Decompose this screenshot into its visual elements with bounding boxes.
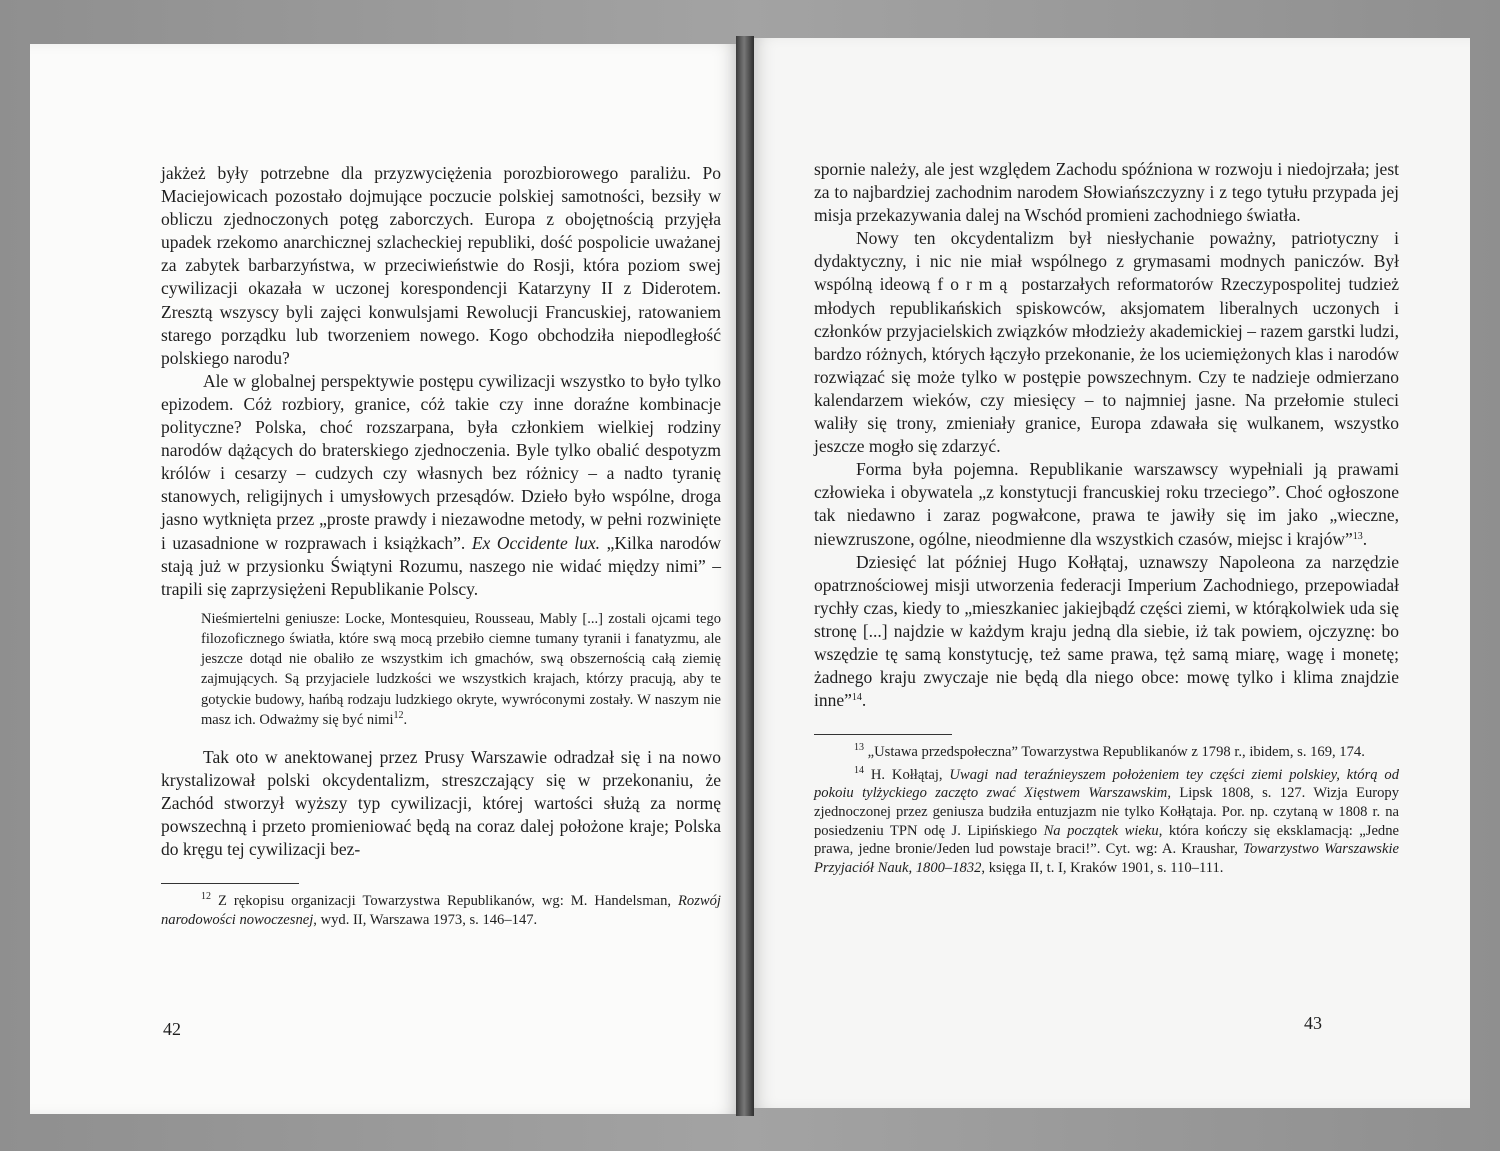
left-paragraph-1: jakżeż były potrzebne dla przyzwyciężenia porozbiorowego paraliżu. Po Maciejowicach pozostało dojmujące poczucie polskiej samotności, bezsiły w obliczu zjednoczonych potęg zaborczych. Europa z obojętnością przyjęła upadek rzekomo anarchicznej szlacheckiej republiki, dość pospolicie uważanej za zabytek barbarzyństwa, w przeciwieństwie do Rosji, która poziom swej cywilizacji okazała w uczonej korespondencji Katarzyny II z Diderotem. Zresztą wszyscy byli zajęci konwulsjami Rewolucji Francuskiej, ratowaniem starego porządku lub tworzeniem nowego. Kogo obchodziła niepodległość polskiego narodu? [161, 163, 721, 368]
block-quote [201, 609, 721, 730]
left-paragraph-2-text: Ale w globalnej perspektywie postępu cywilizacji wszystko to było tylko epizodem. Cóż rozbiory, granice, cóż takie czy inne doraźne kombinacje polityczne? Polska, choć rozszarpana, była członkiem wielkiej rodziny narodów dążących do braterskiego zjednoczenia. Byle tylko obalić despotyzm królów i cesarzy – cudzych czy własnych bez różnicy – a nadto tyranię stanowych, religijnych i umysłowych przesądów. Dzieło było wspólne, droga jasno wytknięta przez „proste prawdy i niezawodne metody, w pełni rozwinięte i uzasadnione w rozprawach i książkach”. [161, 370, 721, 553]
footnote-12-text-a: Z rękopisu organizacji Towarzystwa Republikanów, wg: M. Handelsman, [211, 893, 679, 910]
footnote-12-text-b: , wyd. II, Warszawa 1973, s. 146–147. [313, 912, 538, 929]
footnote-14-title-2: Na początek wieku [1043, 822, 1159, 839]
right-paragraph-4-end: . [861, 690, 867, 711]
left-paragraph-2-end: „Kilka narodów stają już w przysionku Świątyni Rozumu, naszego nie widać między nimi” – trapili się zaprzysiężeni Republikanie Polscy. [161, 532, 721, 599]
footnote-rule [161, 883, 299, 884]
right-paragraph-4-text: Dziesięć lat później Hugo Kołłątaj, uznawszy Napoleona za narzędzie opatrznościowej misji utworzenia federacji Imperium Zachodniego, przepowiadał rychły czas, kiedy to „mieszkaniec jakiejbądź części ziemi, w którąkolwiek uda się stronę [...] najdzie w każdym kraju jedną dla siebie, iż tak powiem, ojczyznę: bo wszędzie tę samą konstytucję, też same prawa, tęż samą miarę, wagę i monetę; żadnego kraju zwyczaje nie będą dla niego obce: mowę tylko i klima znajdzie inne” [814, 551, 1399, 711]
footnote-14-text-c: , która kończy się eksklamacją: „Jedne prawa, jedne bronie/Jeden lud powstaje braci!”. Cyt. wg: A. Kraushar, [814, 822, 1399, 858]
left-paragraph-2 [161, 370, 721, 601]
footnote-ref-14[interactable]: 14 [851, 692, 862, 704]
left-paragraph-3: Tak oto w anektowanej przez Prusy Warszawie odradzał się i na nowo krystalizował polski okcydentalizm, streszczający się w przekonaniu, że Zachód stworzył wyższy typ cywilizacji, której wartości służą za normę powszechną i przeto promieniować będą na coraz dalej położone kraje; Polska do kręgu tej cywilizacji bez- [161, 747, 721, 860]
right-page [748, 38, 1470, 1108]
block-quote-end: . [403, 711, 408, 728]
footnote-14 [814, 766, 1399, 878]
footnote-rule-right [814, 734, 952, 735]
footnote-13-text: „Ustawa przedspołeczna” Towarzystwa Republikanów z 1798 r., ibidem, s. 169, 174. [864, 744, 1365, 761]
right-paragraph-4 [814, 551, 1399, 713]
footnote-13 [814, 743, 1399, 762]
footnote-14-title-1: Uwagi nad teraźnieyszem położeniem tey części ziemi polskiey, którą od pokoiu tylżyckiego zaczęto zwać Xięstwem Warszawskim [814, 766, 1399, 802]
footnote-14-title-3: Towarzystwo Warszawskie Przyjaciół Nauk, 1800–1832 [814, 841, 1399, 876]
spaced-word-forma: formą [937, 274, 1015, 295]
latin-phrase: Ex Occidente lux. [471, 532, 601, 553]
footnote-14-mark: 14 [854, 764, 864, 776]
right-paragraph-3 [814, 458, 1399, 550]
left-page [30, 44, 742, 1114]
right-paragraph-1: spornie należy, ale jest względem Zachodu spóźniona w rozwoju i niedojrzała; jest za to najbardziej zachodnim narodem Słowiańszczyzny i z tego tytułu przypada jej misja przekazywania dalej na Wschód promieni zachodniego światła. [814, 159, 1399, 226]
footnote-14-text-d: , księga II, t. I, Kraków 1901, s. 110–111. [981, 859, 1224, 876]
page-number-right: 43 [1304, 1013, 1322, 1033]
right-paragraph-3-text: Forma była pojemna. Republikanie warszawscy wypełniali ją prawami człowieka i obywatela „z konstytucji francuskiej roku trzeciego”. Choć ogłoszone tak niedawno i zaraz pogwałcone, prawa te jawiły się im jako „wieczne, niewzruszone, ogólne, nieodmienne dla wszystkich czasów, miejsc i krajów” [814, 459, 1399, 549]
footnote-12-mark: 12 [201, 891, 211, 903]
right-paragraph-3-end: . [1362, 528, 1368, 549]
book-gutter [736, 36, 754, 1116]
block-quote-text: Nieśmiertelni geniusze: Locke, Montesquieu, Rousseau, Mably [...] zostali ojcami tego filozoficznego światła, które swą mocą przebiło ciemne tumany tyranii i fanatyzmu, ale jeszcze dotąd nie obaliło ze wszystkim ich gmachów, swą obszernością całą ziemię zajmujących. Są przyjaciele ludzkości we wszystkich krajach, którzy pracują, aby te gotyckie budowy, hańbą rodzaju ludzkiego okryte, wywróconymi zostały. W naszym nie masz ich. Odważmy się być nimi [201, 610, 721, 728]
footnote-12 [161, 892, 721, 929]
right-paragraph-2-a: Nowy ten okcydentalizm był niesłychanie poważny, patriotyczny i dydaktyczny, i nic nie miał wspólnego z grymasami modnych paniczów. Był wspólną ideową [814, 228, 1399, 295]
footnote-14-text-a: H. Kołłątaj, [864, 766, 950, 783]
footnote-ref-12[interactable]: 12 [393, 709, 404, 721]
footnote-13-mark: 13 [854, 742, 864, 754]
page-number-left: 42 [163, 1019, 181, 1039]
right-paragraph-2-b: postarzałych reformatorów Rzeczypospolitej tudzież młodych republikańskich spiskowców, aksjomatem liberalnych uczonych i członków przyjacielskich związków młodzieży akademickiej – razem garstki ludzi, bardzo różnych, których łączyło przekonanie, że los uciemiężonych klas i narodów rozwiązać się może tylko w postępie powszechnym. Czy te nadzieje odmierzano kalendarzem wieków, czy miesięcy – to najmniej jasne. Na przełomie stuleci waliły się trony, zmieniały granice, Europa zdawała się wulkanem, wszystko jeszcze mogło się zdarzyć. [814, 274, 1399, 457]
footnote-12-title: Rozwój narodowości nowoczesnej [161, 893, 721, 929]
left-page-text [161, 162, 721, 930]
footnote-ref-13[interactable]: 13 [1352, 530, 1363, 542]
right-paragraph-2 [814, 227, 1399, 458]
footnote-14-text-b: , Lipsk 1808, s. 127. Wizja Europy zjednoczonej przez geniusza budziła entuzjazm nie tylko Kołłątaja. Por. np. czytaną w 1808 r. na posiedzeniu TPN odę J. Lipińskiego [814, 785, 1399, 839]
right-page-text [814, 158, 1399, 877]
